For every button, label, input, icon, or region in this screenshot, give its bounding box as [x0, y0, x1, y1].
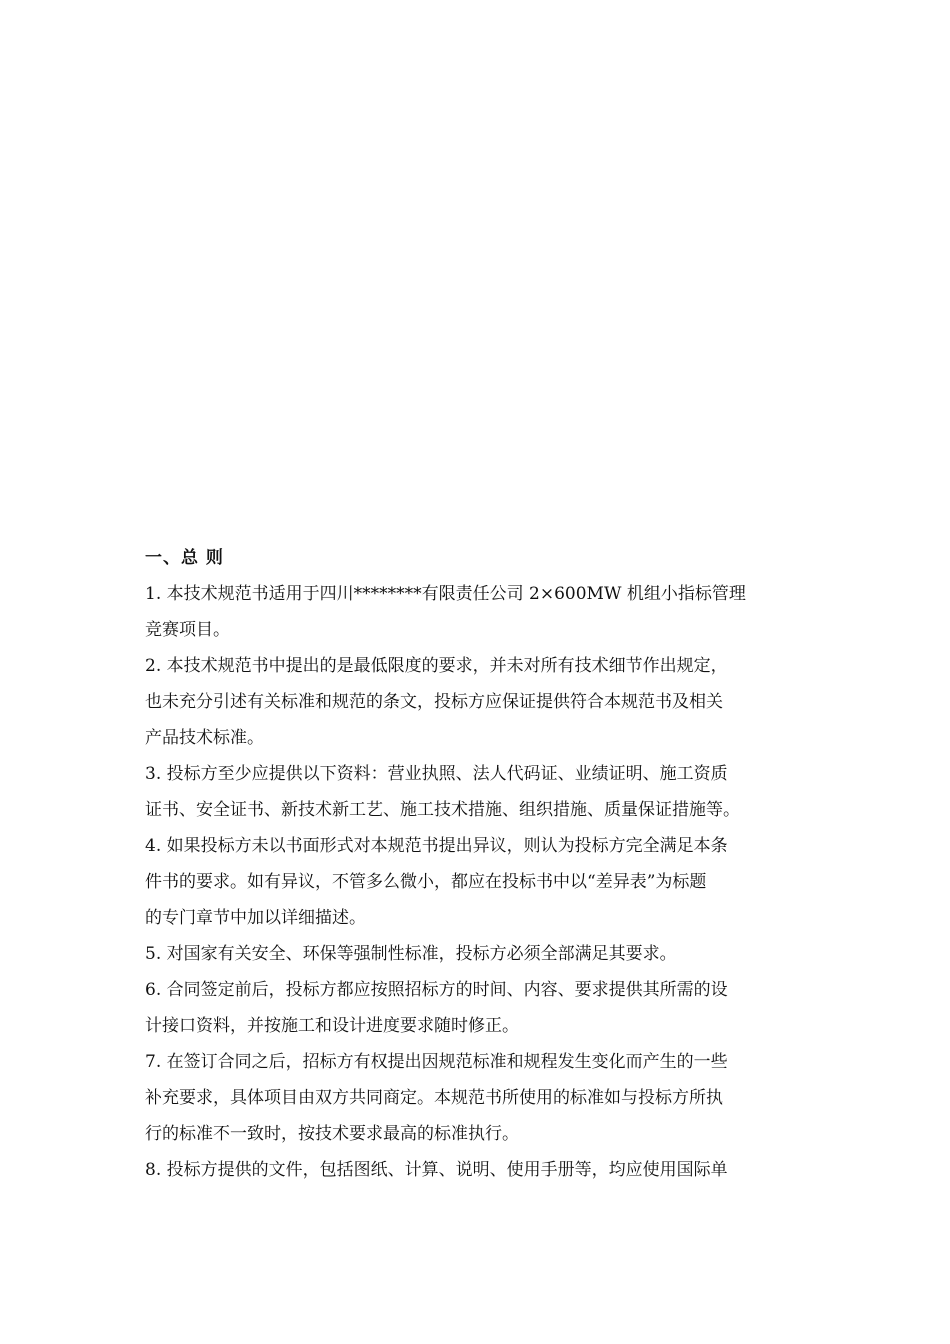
document-body: [145, 540, 815, 1188]
text-line: 8. 投标方提供的文件，包括图纸、计算、说明、使用手册等，均应使用国际单: [145, 1160, 728, 1180]
text-line: 1. 本技术规范书适用于四川********有限责任公司 2×600MW 机组小指标管理: [145, 584, 746, 604]
text-line: 证书、安全证书、新技术新工艺、施工技术措施、组织措施、质量保证措施等。: [145, 800, 740, 820]
text-line: 7. 在签订合同之后，招标方有权提出因规范标准和规程发生变化而产生的一些: [145, 1052, 728, 1072]
text-line: 6. 合同签定前后，投标方都应按照招标方的时间、内容、要求提供其所需的设: [145, 980, 728, 1000]
text-line: 2. 本技术规范书中提出的是最低限度的要求，并未对所有技术细节作出规定，: [145, 656, 728, 676]
text-line: 件书的要求。如有异议，不管多么微小，都应在投标书中以“差异表”为标题: [145, 872, 707, 892]
text-line: 计接口资料，并按施工和设计进度要求随时修正。: [145, 1016, 519, 1036]
section-title: 一、总 则: [145, 548, 224, 568]
text-line: 补充要求，具体项目由双方共同商定。本规范书所使用的标准如与投标方所执: [145, 1088, 723, 1108]
text-line: 3. 投标方至少应提供以下资料：营业执照、法人代码证、业绩证明、施工资质: [145, 764, 728, 784]
text-line: 产品技术标准。: [145, 728, 264, 748]
text-line: 竞赛项目。: [145, 620, 230, 640]
text-line: 行的标准不一致时，按技术要求最高的标准执行。: [145, 1124, 519, 1144]
text-line: 4. 如果投标方未以书面形式对本规范书提出异议，则认为投标方完全满足本条: [145, 836, 728, 856]
text-line: 也未充分引述有关标准和规范的条文，投标方应保证提供符合本规范书及相关: [145, 692, 723, 712]
text-line: 5. 对国家有关安全、环保等强制性标准，投标方必须全部满足其要求。: [145, 944, 677, 964]
text-line: 的专门章节中加以详细描述。: [145, 908, 366, 928]
